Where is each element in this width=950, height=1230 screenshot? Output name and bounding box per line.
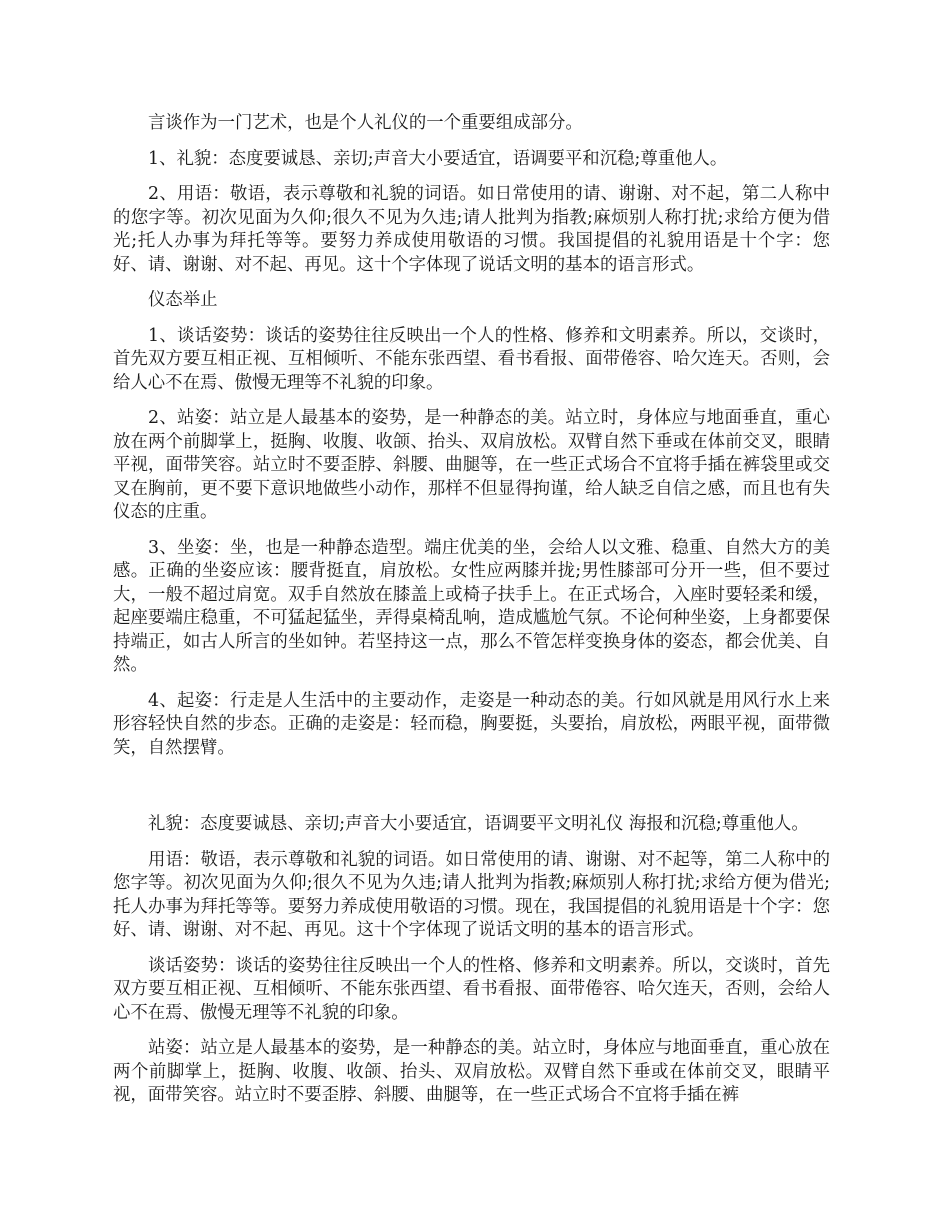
polite-language-paragraph: 2、用语：敬语，表示尊敬和礼貌的词语。如日常使用的请、谢谢、对不起，第二人称中的您字等。初次见面为久仰;很久不见为久违;请人批判为指教;麻烦别人称打扰;求给方便为借光;托人办事为拜托等等。要努力养成使用敬语的习惯。我国提倡的礼貌用语是十个字：您好、请、谢谢、对不起、再见。这十个字体现了说话文明的基本的语言形式。: [113, 184, 830, 275]
talking-posture-paragraph-2: 谈话姿势：谈话的姿势往往反映出一个人的性格、修养和文明素养。所以，交谈时，首先双方要互相正视、互相倾听、不能东张西望、看书看报、面带倦容、哈欠连天，否则，会给人心不在焉、傲慢无理等不礼貌的印象。: [113, 955, 830, 1023]
intro-paragraph: 言谈作为一门艺术，也是个人礼仪的一个重要组成部分。: [148, 113, 583, 133]
section-heading: 仪态举止: [148, 290, 218, 310]
courtesy-paragraph: 1、礼貌：态度要诚恳、亲切;声音大小要适宜，语调要平和沉稳;尊重他人。: [148, 148, 728, 169]
standing-posture-paragraph-2: 站姿：站立是人最基本的姿势，是一种静态的美。站立时，身体应与地面垂直，重心放在两个前脚掌上，挺胸、收腹、收颌、抬头、双肩放松。双臂自然下垂或在体前交叉，眼睛平视，面带笑容。站立时不要歪脖、斜腰、曲腿等，在一些正式场合不宜将手插在裤: [113, 1038, 830, 1105]
document-body: [113, 112, 830, 1120]
sitting-posture-paragraph: 3、坐姿：坐，也是一种静态造型。端庄优美的坐，会给人以文雅、稳重、自然大方的美感。正确的坐姿应该：腰背挺直，肩放松。女性应两膝并拢;男性膝部可分开一些，但不要过大，一般不超过肩宽。双手自然放在膝盖上或椅子扶手上。在正式场合，入座时要轻柔和缓，起座要端庄稳重，不可猛起猛坐，弄得桌椅乱响，造成尴尬气氛。不论何种坐姿，上身都要保持端正，如古人所言的坐如钟。若坚持这一点，那么不管怎样变换身体的姿态，都会优美、自然。: [113, 537, 830, 675]
standing-posture-paragraph: 2、站姿：站立是人最基本的姿势，是一种静态的美。站立时，身体应与地面垂直，重心放在两个前脚掌上，挺胸、收腹、收颌、抬头、双肩放松。双臂自然下垂或在体前交叉，眼睛平视，面带笑容。站立时不要歪脖、斜腰、曲腿等，在一些正式场合不宜将手插在裤袋里或交叉在胸前，更不要下意识地做些小动作，那样不但显得拘谨，给人缺乏自信之感，而且也有失仪态的庄重。: [113, 408, 830, 522]
polite-language-paragraph-2: 用语：敬语，表示尊敬和礼貌的词语。如日常使用的请、谢谢、对不起等，第二人称中的您字等。初次见面为久仰;很久不见为久违;请人批判为指教;麻烦别人称打扰;求给方便为借光;托人办事为拜托等等。要努力养成使用敬语的习惯。现在，我国提倡的礼貌用语是十个字：您好、请、谢谢、对不起、再见。这十个字体现了说话文明的基本的语言形式。: [113, 849, 830, 940]
section-gap: [113, 772, 830, 813]
courtesy-paragraph-2: 礼貌：态度要诚恳、亲切;声音大小要适宜，语调要平文明礼仪 海报和沉稳;尊重他人。: [148, 814, 809, 834]
talking-posture-paragraph: 1、谈话姿势：谈话的姿势往往反映出一个人的性格、修养和文明素养。所以，交谈时，首先双方要互相正视、互相倾听、不能东张西望、看书看报、面带倦容、哈欠连天。否则，会给人心不在焉、傲慢无理等不礼貌的印象。: [113, 325, 830, 393]
walking-posture-paragraph: 4、起姿：行走是人生活中的主要动作，走姿是一种动态的美。行如风就是用风行水上来形容轻快自然的步态。正确的走姿是：轻而稳，胸要挺，头要抬，肩放松，两眼平视，面带微笑，自然摆臂。: [113, 690, 830, 758]
